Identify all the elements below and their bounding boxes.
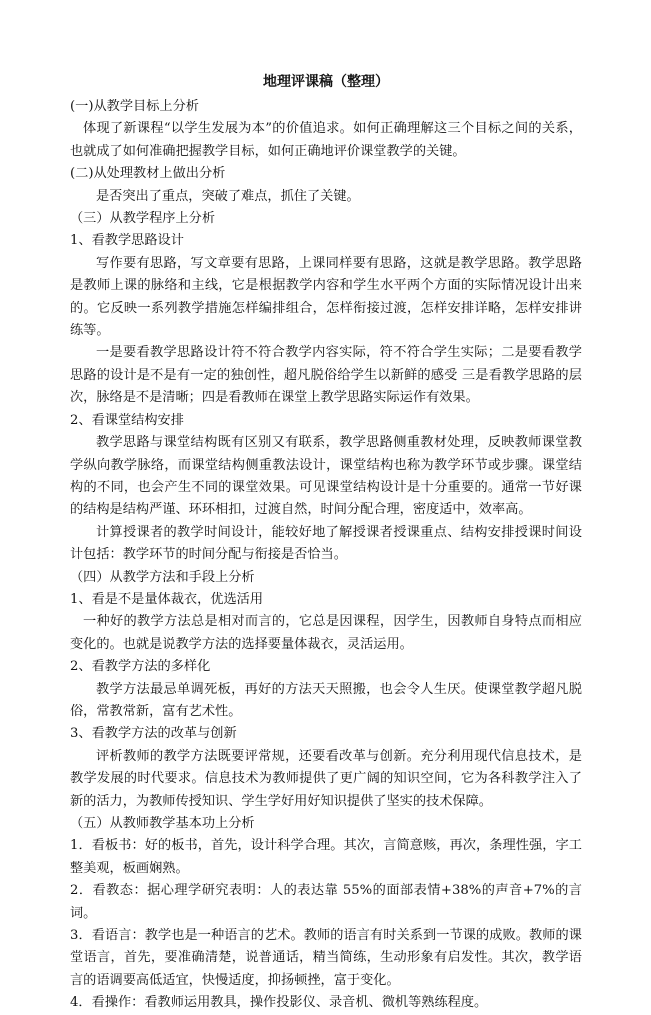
document-title: 地理评课稿（整理）	[263, 74, 389, 90]
paragraph: 一种好的教学方法总是相对而言的，它总是因课程，因学生，因教师自身特点而相应变化的。也就是说教学方法的选择要量体裁衣，灵活运用。	[70, 614, 582, 652]
document-body	[70, 70, 582, 1015]
paragraph: 教学方法最忌单调死板，再好的方法天天照搬，也会令人生厌。使课堂教学超凡脱俗，常教常新，富有艺术性。	[70, 681, 582, 719]
paragraph: 1．看板书：好的板书，首先，设计科学合理。其次，言简意赅，再次，条理性强，字工整美观，板画娴熟。	[70, 838, 582, 876]
paragraph: 1、看是不是量体裁衣，优选活用	[70, 591, 264, 607]
paragraph: 4．看操作：看教师运用教具，操作投影仪、录音机、微机等熟练程度。	[70, 995, 488, 1011]
paragraph: 3．看语言：教学也是一种语言的艺术。教师的语言有时关系到一节课的成败。教师的课堂语言，首先，要准确清楚，说普通话，精当简练，生动形象有启发性。其次，教学语言的语调要高低适宜，快慢适度，抑扬顿挫，富于变化。	[70, 928, 582, 988]
paragraph: (二)从处理教材上做出分析	[70, 166, 226, 182]
paragraph: 2．看教态：据心理学研究表明：人的表达靠 55%的面部表情+38%的声音+7%的言词。	[70, 883, 582, 921]
paragraph: （三）从教学程序上分析	[70, 211, 216, 227]
paragraph: 是否突出了重点，突破了难点，抓住了关键。	[96, 188, 360, 204]
paragraph: 1、看教学思路设计	[70, 233, 184, 249]
paragraph: 一是要看教学思路设计符不符合教学内容实际，符不符合学生实际；二是要看教学思路的设计是不是有一定的独创性，超凡脱俗给学生以新鲜的感受 三是看教学思路的层次，脉络是不是清晰；四是看教师在课堂上教学思路实际运作有效果。	[70, 345, 582, 406]
paragraph: 计算授课者的教学时间设计，能较好地了解授课者授课重点、结构安排授课时间设计包括：教学环节的时间分配与衔接是否恰当。	[70, 524, 582, 563]
paragraph: 教学思路与课堂结构既有区别又有联系，教学思路侧重教材处理，反映教师课堂教学纵向教学脉络，而课堂结构侧重教法设计，课堂结构也称为教学环节或步骤。课堂结构的不同，也会产生不同的课堂效果。可见课堂结构设计是十分重要的。通常一节好课的结构是结构严谨、环环相扣，过渡自然，时间分配合理，密度适中，效率高。	[70, 435, 582, 518]
paragraph: 3、看教学方法的改革与创新	[70, 726, 237, 742]
paragraph: 2、看教学方法的多样化	[70, 659, 211, 675]
paragraph: 体现了新课程“以学生发展为本”的价值追求。如何正确理解这三个目标之间的关系，也就成了如何准确把握教学目标，如何正确地评价课堂教学的关键。	[70, 121, 582, 159]
paragraph: （四）从教学方法和手段上分析	[70, 569, 255, 585]
paragraph: 2、看课堂结构安排	[70, 412, 184, 428]
document-content	[70, 96, 582, 1015]
paragraph: 评析教师的教学方法既要评常规，还要看改革与创新。充分利用现代信息技术，是教学发展的时代要求。信息技术为教师提供了更广阔的知识空间，它为各科教学注入了新的活力，为教师传授知识、学生学好用好知识提供了坚实的技术保障。	[70, 748, 582, 809]
paragraph: 写作要有思路，写文章要有思路，上课同样要有思路，这就是教学思路。教学思路是教师上课的脉络和主线，它是根据教学内容和学生水平两个方面的实际情况设计出来的。它反映一系列教学措施怎样编排组合，怎样衔接过渡，怎样安排详略，怎样安排讲练等。	[70, 255, 582, 339]
paragraph: （五）从教师教学基本功上分析	[70, 816, 255, 831]
paragraph: (一)从教学目标上分析	[70, 99, 199, 114]
